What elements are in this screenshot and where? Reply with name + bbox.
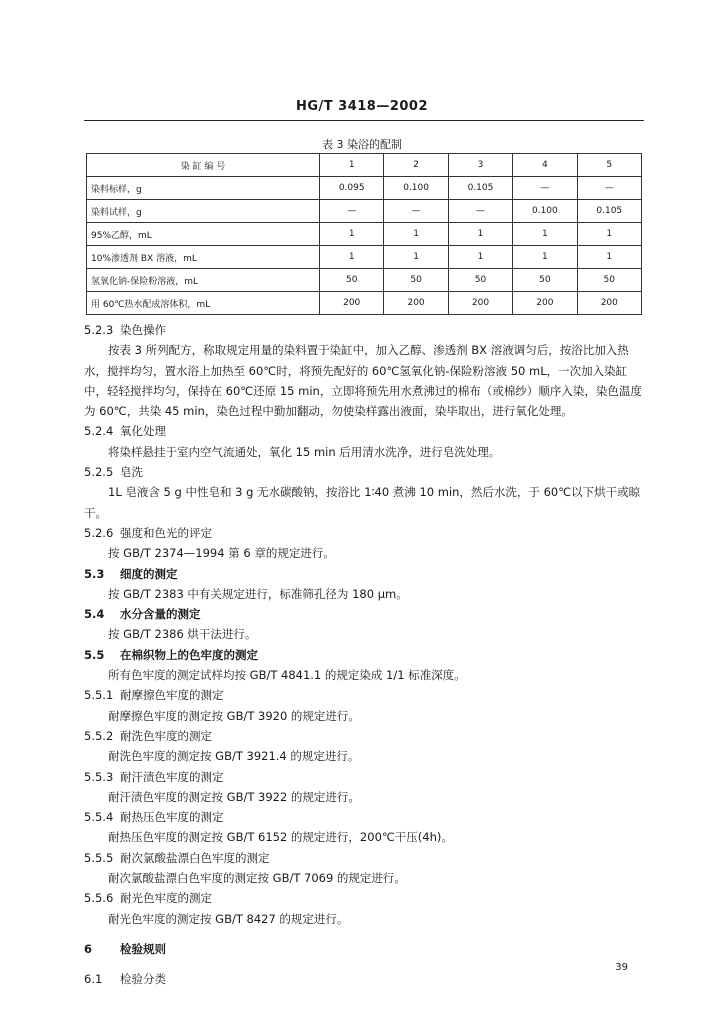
table-row (87, 177, 642, 200)
section-number: 5.5.4 (84, 810, 114, 825)
section-number: 5.5.6 (84, 891, 114, 906)
paragraph: 耐摩擦色牢度的测定按 GB/T 3920 的规定进行。 (108, 708, 360, 723)
table-header-row (87, 154, 642, 177)
section-number: 5.5.1 (84, 688, 114, 703)
section-title: 耐摩擦色牢度的测定 (120, 688, 224, 703)
table-cell: 50 (384, 269, 448, 292)
table-row (87, 269, 642, 292)
table-cell: 0.100 (384, 177, 448, 200)
section-heading (84, 421, 644, 441)
section-title: 检验规则 (120, 941, 166, 956)
table-cell: — (513, 177, 577, 200)
table-cell: 200 (448, 292, 512, 315)
table-cell: 50 (320, 269, 384, 292)
section-heading (84, 462, 644, 482)
paragraph: 耐次氯酸盐漂白色牢度的测定按 GB/T 7069 的规定进行。 (108, 871, 406, 886)
section-gap (84, 929, 644, 939)
section-heading (84, 645, 644, 665)
column-header-3: 3 (448, 154, 512, 177)
table-cell: 1 (384, 246, 448, 269)
document-body (84, 320, 644, 990)
row-label: 染料标样，g (87, 177, 320, 200)
table-cell: 200 (513, 292, 577, 315)
table-cell: 1 (448, 246, 512, 269)
table-cell: 200 (577, 292, 641, 315)
section-heading (84, 604, 644, 624)
table-cell: 1 (320, 246, 384, 269)
section-heading (84, 969, 644, 989)
page-header-code: HG/T 3418—2002 (295, 99, 429, 114)
table-cell: 200 (384, 292, 448, 315)
section-title: 皂洗 (120, 465, 143, 480)
section-number: 5.4 (84, 607, 105, 622)
row-label: 氢氧化钠-保险粉溶液，mL (87, 269, 320, 292)
section-title: 染色操作 (120, 323, 166, 337)
column-header-4: 4 (513, 154, 577, 177)
section-number: 5.5.2 (84, 728, 114, 743)
table-title: 表 3 染浴的配制 (322, 138, 402, 151)
table-cell: 0.095 (320, 177, 384, 200)
section-title: 氧化处理 (120, 424, 166, 439)
paragraph: 耐热压色牢度的测定按 GB/T 6152 的规定进行，200℃干压(4h)。 (108, 830, 453, 845)
paragraph: 按 GB/T 2383 中有关规定进行，标准筛孔径为 180 μm。 (108, 586, 408, 601)
table-cell: 1 (448, 223, 512, 246)
table-row (87, 292, 642, 315)
column-header-1: 1 (320, 154, 384, 177)
section-number: 5.2.5 (84, 465, 114, 480)
section-title: 水分含量的测定 (120, 607, 201, 622)
paragraph: 1L 皂液含 5 g 中性皂和 3 g 无水碳酸钠，按浴比 1∶40 煮沸 10 min，然后水洗，于 60℃以下烘干或晾干。 (84, 485, 641, 520)
paragraph: 按表 3 所列配方，称取规定用量的染料置于染缸中，加入乙醇、渗透剂 BX 溶液调匀后，按浴比加入热水，搅拌均匀，置水浴上加热至 60℃时，将预先配好的 60℃氢氧化钠-保险粉溶液 50 mL，一次加入染缸中，轻轻搅拌均匀，保持在 60℃还原 15 min，立即将预先用水煮沸过的棉布（或棉纱）顺序入染，染色温度为 60℃，共染 45 min，染色过程中勤加翻动，勿使染样露出液面，染毕取出，进行氧化处理。 (84, 343, 642, 419)
paragraph: 所有色牢度的测定试样均按 GB/T 4841.1 的规定染成 1/1 标准深度。 (108, 668, 466, 683)
dye-bath-table (86, 153, 642, 315)
table-corner-label: 染 缸 编 号 (87, 154, 320, 177)
paragraph: 按 GB/T 2374—1994 第 6 章的规定进行。 (108, 546, 335, 561)
section-heading (84, 564, 644, 584)
table-row (87, 200, 642, 223)
section-heading (84, 888, 644, 908)
section-title: 耐洗色牢度的测定 (120, 728, 212, 743)
table-cell: 50 (577, 269, 641, 292)
section-heading (84, 848, 644, 868)
section-heading (84, 523, 644, 543)
row-label: 10%渗透剂 BX 溶液，mL (87, 246, 320, 269)
section-number: 5.2.4 (84, 424, 114, 439)
section-heading (84, 726, 644, 746)
header-rule (84, 120, 644, 121)
section-heading (84, 685, 644, 705)
table-cell: — (384, 200, 448, 223)
paragraph: 耐光色牢度的测定按 GB/T 8427 的规定进行。 (108, 911, 349, 926)
table-cell: 1 (320, 223, 384, 246)
table-cell: 1 (577, 223, 641, 246)
section-number: 5.5.5 (84, 850, 114, 865)
table-row (87, 223, 642, 246)
table-cell: — (577, 177, 641, 200)
section-number: 5.2.3 (84, 323, 114, 337)
page-number: 39 (615, 962, 628, 973)
table-row (87, 246, 642, 269)
section-heading (84, 939, 644, 959)
table-cell: 1 (384, 223, 448, 246)
table-cell: 1 (513, 246, 577, 269)
section-heading (84, 807, 644, 827)
table-cell: 0.105 (448, 177, 512, 200)
table-cell: 1 (513, 223, 577, 246)
table-cell: — (320, 200, 384, 223)
row-label: 染料试样，g (87, 200, 320, 223)
section-number: 6 (84, 941, 93, 956)
section-gap (84, 959, 644, 969)
section-title: 耐汗渍色牢度的测定 (120, 769, 224, 784)
section-number: 5.2.6 (84, 525, 114, 540)
section-number: 5.3 (84, 566, 105, 581)
table-cell: 0.100 (513, 200, 577, 223)
section-title: 耐热压色牢度的测定 (120, 810, 224, 825)
section-heading (84, 767, 644, 787)
paragraph: 按 GB/T 2386 烘干法进行。 (108, 627, 257, 642)
table-cell: 1 (577, 246, 641, 269)
section-number: 5.5.3 (84, 769, 114, 784)
section-heading (84, 320, 644, 340)
table-cell: 0.105 (577, 200, 641, 223)
column-header-2: 2 (384, 154, 448, 177)
table-body (87, 177, 642, 315)
section-title: 耐光色牢度的测定 (120, 891, 212, 906)
paragraph: 将染样悬挂于室内空气流通处，氧化 15 min 后用清水洗净，进行皂洗处理。 (108, 444, 501, 459)
section-title: 耐次氯酸盐漂白色牢度的测定 (120, 850, 270, 865)
column-header-5: 5 (577, 154, 641, 177)
table-cell: 50 (448, 269, 512, 292)
section-number: 6.1 (84, 972, 103, 987)
table-cell: 200 (320, 292, 384, 315)
section-title: 在棉织物上的色牢度的测定 (120, 647, 258, 662)
row-label: 用 60℃热水配成溶体积，mL (87, 292, 320, 315)
table-cell: — (448, 200, 512, 223)
row-label: 95%乙醇，mL (87, 223, 320, 246)
paragraph: 耐汗渍色牢度的测定按 GB/T 3922 的规定进行。 (108, 789, 360, 804)
section-title: 检验分类 (120, 972, 166, 987)
section-title: 强度和色光的评定 (120, 525, 212, 540)
table-cell: 50 (513, 269, 577, 292)
paragraph: 耐洗色牢度的测定按 GB/T 3921.4 的规定进行。 (108, 749, 360, 764)
section-title: 细度的测定 (120, 566, 178, 581)
section-number: 5.5 (84, 647, 105, 662)
